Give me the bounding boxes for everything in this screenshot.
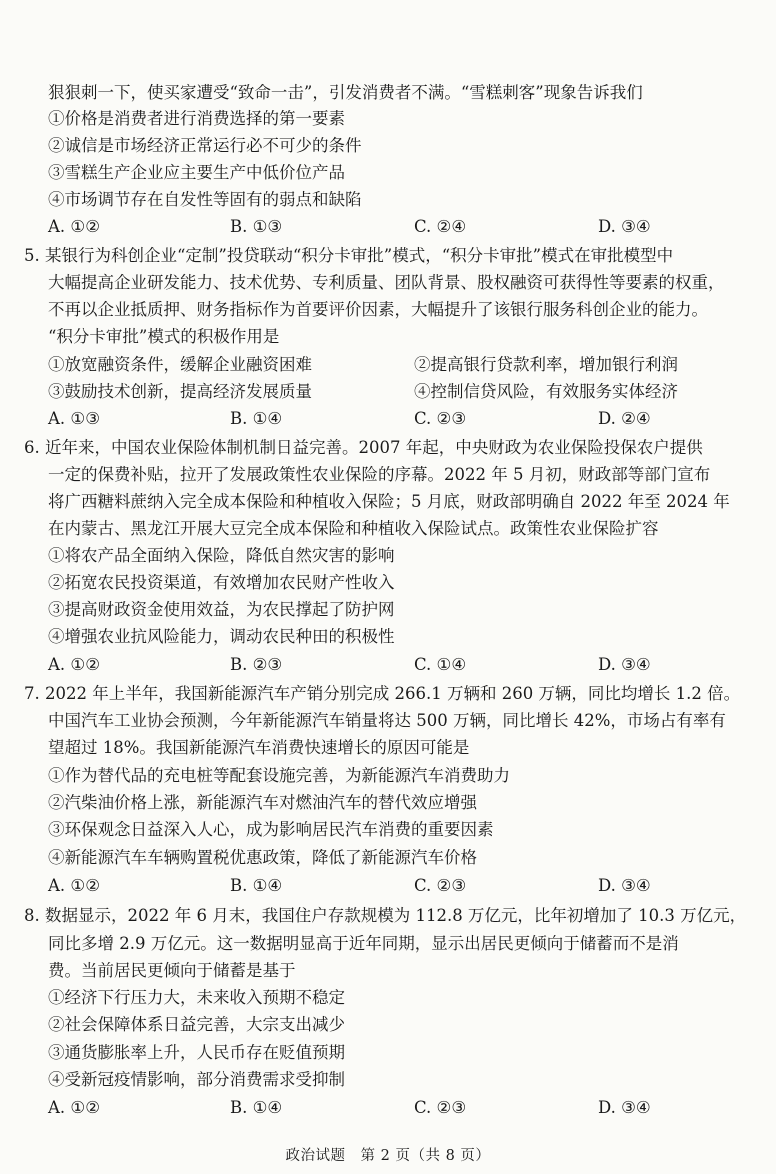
q4-option-c: C. ②④ [414,217,467,236]
q8-option-b: B. ①④ [230,1098,283,1117]
q6-stem-line: 将广西糖料蔗纳入完全成本保险和种植收入保险；5 月底，财政部明确自 2022 年至 2024 年 [48,492,730,511]
q8-item: ②社会保障体系日益完善，大宗支出减少 [48,1015,345,1034]
q8-option-a: A. ①② [48,1098,100,1117]
q7-stem-line: 中国汽车工业协会预测，今年新能源汽车销量将达 500 万辆，同比增长 42%，市场占有率有 [48,711,726,730]
q8-stem-line: 同比多增 2.9 万亿元。这一数据明显高于近年同期，显示出居民更倾向于储蓄而不是消 [48,934,679,953]
q6-item: ③提高财政资金使用效益，为农民撑起了防护网 [48,600,395,619]
q5-item: ①放宽融资条件，缓解企业融资困难 [48,355,312,374]
q6-option-c: C. ①④ [414,655,467,674]
q4-item: ④市场调节存在自发性等固有的弱点和缺陷 [48,190,362,209]
q5-item: ④控制信贷风险，有效服务实体经济 [414,382,678,401]
q6-option-d: D. ③④ [598,655,651,674]
q8-stem-line: 8. 数据显示，2022 年 6 月末，我国住户存款规模为 112.8 万亿元，比年初增加了 10.3 万亿元， [24,906,747,925]
q6-item: ①将农产品全面纳入保险，降低自然灾害的影响 [48,546,395,565]
q4-option-d: D. ③④ [598,217,651,236]
q8-item: ④受新冠疫情影响，部分消费需求受抑制 [48,1070,345,1089]
q4-item: ③雪糕生产企业应主要生产中低价位产品 [48,163,345,182]
q5-item: ②提高银行贷款利率，增加银行利润 [414,355,678,374]
q7-item: ②汽柴油价格上涨，新能源汽车对燃油汽车的替代效应增强 [48,793,477,812]
q6-stem-line: 一定的保费补贴，拉开了发展政策性农业保险的序幕。2022 年 5 月初，财政部等部门宣布 [48,465,711,484]
q7-item: ③环保观念日益深入人心，成为影响居民汽车消费的重要因素 [48,820,494,839]
q8-stem-line: 费。当前居民更倾向于储蓄是基于 [48,961,296,980]
page-footer: 政治试题 第 2 页（共 8 页） [285,1148,491,1164]
q7-stem-line: 7. 2022 年上半年，我国新能源汽车产销分别完成 266.1 万辆和 260 万辆，同比均增长 1.2 倍。 [24,684,741,703]
q4-option-b: B. ①③ [230,217,283,236]
q5-item: ③鼓励技术创新，提高经济发展质量 [48,382,312,401]
q8-option-d: D. ③④ [598,1098,651,1117]
q6-option-a: A. ①② [48,655,100,674]
q7-option-c: C. ②③ [414,876,467,895]
q6-item: ②拓宽农民投资渠道，有效增加农民财产性收入 [48,573,395,592]
q7-item: ①作为替代品的充电桩等配套设施完善，为新能源汽车消费助力 [48,766,510,785]
q4-stem-line: 狠狠刺一下，使买家遭受“致命一击”，引发消费者不满。“雪糕刺客”现象告诉我们 [48,83,643,102]
q7-option-b: B. ①④ [230,876,283,895]
q6-stem-line: 6. 近年来，中国农业保险体制机制日益完善。2007 年起，中央财政为农业保险投保农户提供 [24,438,703,457]
q6-stem-line: 在内蒙古、黑龙江开展大豆完全成本保险和种植收入保险试点。政策性农业保险扩容 [48,519,659,538]
q6-item: ④增强农业抗风险能力，调动农民种田的积极性 [48,627,395,646]
q5-stem-line: 不再以企业抵质押、财务指标作为首要评价因素，大幅提升了该银行服务科创企业的能力。 [48,300,708,319]
q5-option-c: C. ②③ [414,409,467,428]
q7-stem-line: 望超过 18%。我国新能源汽车消费快速增长的原因可能是 [48,738,470,757]
q5-stem-line: “积分卡审批”模式的积极作用是 [48,327,280,346]
q8-option-c: C. ②③ [414,1098,467,1117]
q4-item: ①价格是消费者进行消费选择的第一要素 [48,109,345,128]
q5-option-b: B. ①④ [230,409,283,428]
q5-stem-line: 大幅提高企业研发能力、技术优势、专利质量、团队背景、股权融资可获得性等要素的权重， [48,273,725,292]
q5-stem-line: 5. 某银行为科创企业“定制”投贷联动“积分卡审批”模式，“积分卡审批”模式在审批模型中 [24,246,674,265]
q5-option-d: D. ②④ [598,409,651,428]
q7-option-d: D. ③④ [598,876,651,895]
q7-item: ④新能源汽车车辆购置税优惠政策，降低了新能源汽车价格 [48,848,477,867]
q4-option-a: A. ①② [48,217,100,236]
q5-option-a: A. ①③ [48,409,100,428]
q4-item: ②诚信是市场经济正常运行必不可少的条件 [48,136,362,155]
q8-item: ③通货膨胀率上升，人民币存在贬值预期 [48,1043,345,1062]
q7-option-a: A. ①② [48,876,100,895]
q8-item: ①经济下行压力大，未来收入预期不稳定 [48,988,345,1007]
q6-option-b: B. ②③ [230,655,283,674]
